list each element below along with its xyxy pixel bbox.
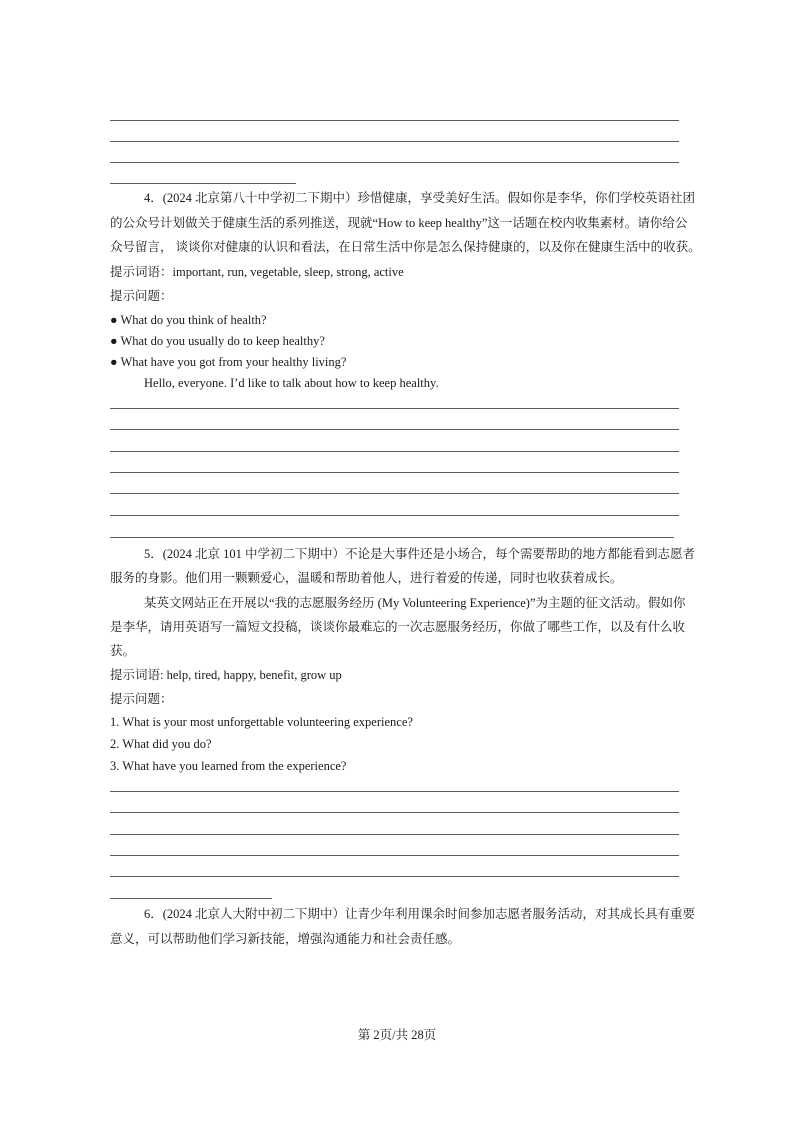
- answer-line[interactable]: [110, 472, 679, 473]
- answer-line[interactable]: [110, 834, 679, 835]
- q4-question-2: ● What do you usually do to keep healthy?: [110, 334, 325, 348]
- answer-line[interactable]: [110, 429, 679, 430]
- q6-intro-line-1: 6．(2024 北京人大附中初二下期中）让青少年利用课余时间参加志愿者服务活动，对其成长具有重要: [144, 907, 696, 921]
- answer-line[interactable]: [110, 876, 679, 877]
- answer-line[interactable]: [110, 408, 679, 409]
- page-number: 第 2页/共 28页: [357, 1028, 437, 1042]
- q5-task-line-2: 是李华，请用英语写一篇短文投稿，谈谈你最难忘的一次志愿服务经历，你做了哪些工作，以及有什么收: [110, 620, 686, 634]
- q4-intro-line-3: 众号留言， 谈谈你对健康的认识和看法，在日常生活中你是怎么保持健康的，以及你在健康生活中的收获。: [110, 240, 701, 254]
- answer-line[interactable]: [110, 141, 679, 142]
- answer-line-short[interactable]: [110, 898, 272, 899]
- q5-keywords: 提示词语: help, tired, happy, benefit, grow up: [110, 668, 342, 682]
- q4-question-3: ● What have you got from your healthy living?: [110, 355, 347, 369]
- answer-line[interactable]: [110, 120, 679, 121]
- answer-line[interactable]: [110, 162, 679, 163]
- answer-line[interactable]: [110, 493, 679, 494]
- q4-opening: Hello, everyone. I’d like to talk about how to keep healthy.: [144, 376, 439, 390]
- answer-line[interactable]: [110, 515, 679, 516]
- q5-intro-line-1: 5．(2024 北京 101 中学初二下期中）不论是大事件还是小场合，每个需要帮助的地方都能看到志愿者: [144, 547, 696, 561]
- q5-question-1: 1. What is your most unforgettable volunteering experience?: [110, 715, 413, 729]
- answer-line[interactable]: [110, 791, 679, 792]
- answer-line-short[interactable]: [110, 183, 296, 184]
- answer-line[interactable]: [110, 812, 679, 813]
- q5-questions-label: 提示问题：: [110, 692, 173, 706]
- q4-questions-label: 提示问题：: [110, 289, 173, 303]
- q5-task-line-3: 获。: [110, 644, 136, 658]
- q4-intro-line-1: 4．(2024 北京第八十中学初二下期中）珍惜健康，享受美好生活。假如你是李华，你们学校英语社团: [144, 191, 696, 205]
- q5-question-2: 2. What did you do?: [110, 737, 212, 751]
- q4-question-1: ● What do you think of health?: [110, 313, 267, 327]
- q5-task-line-1: 某英文网站正在开展以“我的志愿服务经历 (My Volunteering Experience)”为主题的征文活动。假如你: [144, 596, 686, 610]
- answer-line[interactable]: [110, 451, 679, 452]
- answer-line[interactable]: [110, 855, 679, 856]
- q6-intro-line-2: 意义，可以帮助他们学习新技能，增强沟通能力和社会责任感。: [110, 932, 461, 946]
- q5-question-3: 3. What have you learned from the experience?: [110, 759, 347, 773]
- q4-keywords: 提示词语：important, run, vegetable, sleep, strong, active: [110, 265, 404, 279]
- q5-intro-line-2: 服务的身影。他们用一颗颗爱心，温暖和帮助着他人，进行着爱的传递，同时也收获着成长。: [110, 571, 623, 585]
- answer-line[interactable]: [110, 537, 674, 538]
- q4-intro-line-2: 的公众号计划做关于健康生活的系列推送，现就“How to keep healthy”这一话题在校内收集素材。请你给公: [110, 216, 688, 230]
